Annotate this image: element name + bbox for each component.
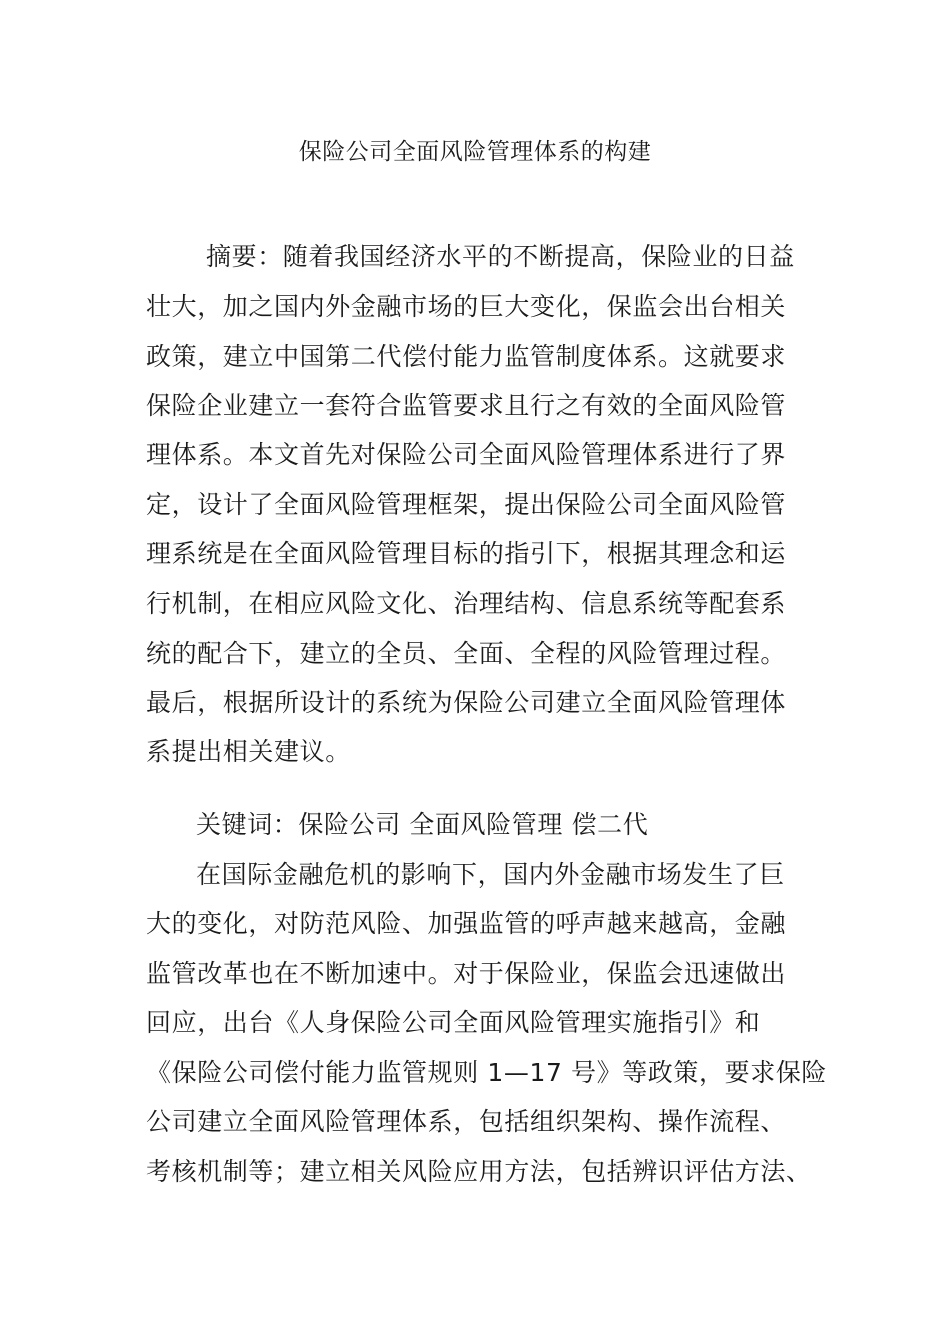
body-line: 公司建立全面风险管理体系，包括组织架构、操作流程、 bbox=[146, 1107, 787, 1136]
body-line: 监管改革也在不断加速中。对于保险业，保监会迅速做出 bbox=[146, 959, 787, 988]
abstract-line: 定，设计了全面风险管理框架，提出保险公司全面风险管 bbox=[146, 490, 787, 519]
document-title: 保险公司全面风险管理体系的构建 bbox=[298, 139, 652, 165]
abstract-line: 理系统是在全面风险管理目标的指引下，根据其理念和运 bbox=[146, 539, 787, 568]
body-line: 《保险公司偿付能力监管规则 1—17 号》等政策，要求保险 bbox=[146, 1058, 828, 1087]
keywords-line: 关键词：保险公司 全面风险管理 偿二代 bbox=[196, 810, 649, 839]
abstract-line: 统的配合下，建立的全员、全面、全程的风险管理过程。 bbox=[146, 639, 787, 668]
abstract-line: 政策，建立中国第二代偿付能力监管制度体系。这就要求 bbox=[146, 342, 787, 371]
body-line: 在国际金融危机的影响下，国内外金融市场发生了巨 bbox=[196, 860, 785, 889]
body-line: 考核机制等；建立相关风险应用方法，包括辨识评估方法、 bbox=[146, 1157, 812, 1186]
abstract-line: 最后，根据所设计的系统为保险公司建立全面风险管理体 bbox=[146, 688, 787, 717]
abstract-line: 壮大，加之国内外金融市场的巨大变化，保监会出台相关 bbox=[146, 292, 787, 321]
abstract-line: 行机制，在相应风险文化、治理结构、信息系统等配套系 bbox=[146, 589, 787, 618]
body-line: 大的变化，对防范风险、加强监管的呼声越来越高，金融 bbox=[146, 909, 787, 938]
abstract-line: 理体系。本文首先对保险公司全面风险管理体系进行了界 bbox=[146, 440, 787, 469]
abstract-line: 摘要：随着我国经济水平的不断提高，保险业的日益 bbox=[206, 242, 795, 271]
abstract-line: 系提出相关建议。 bbox=[146, 737, 351, 766]
body-line: 回应，出台《人身保险公司全面风险管理实施指引》和 bbox=[146, 1008, 761, 1037]
abstract-line: 保险企业建立一套符合监管要求且行之有效的全面风险管 bbox=[146, 391, 787, 420]
